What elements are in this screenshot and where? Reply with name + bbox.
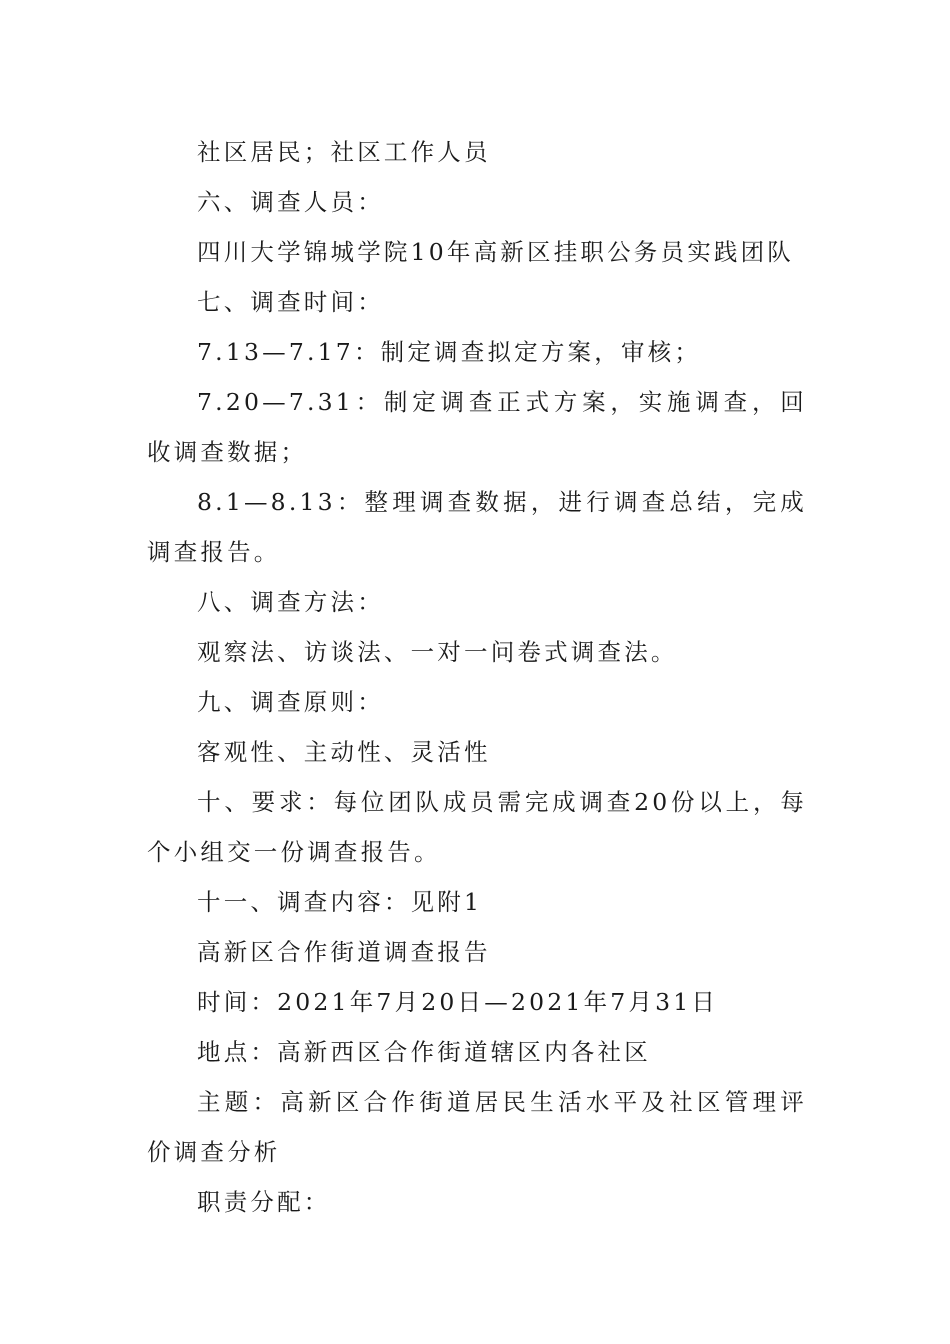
heading-survey-time: 七、调查时间： xyxy=(197,288,384,316)
paragraph-schedule-2: 7.20—7.31：制定调查正式方案，实施调查，回收调查数据； xyxy=(147,388,807,466)
heading-survey-method: 八、调查方法： xyxy=(197,588,384,616)
heading-survey-staff: 六、调查人员： xyxy=(197,188,384,216)
report-theme: 主题：高新区合作街道居民生活水平及社区管理评价调查分析 xyxy=(147,1088,807,1166)
report-title: 高新区合作街道调查报告 xyxy=(197,938,491,966)
heading-survey-principle: 九、调查原则： xyxy=(197,688,384,716)
paragraph-schedule-3: 8.1—8.13：整理调查数据，进行调查总结，完成调查报告。 xyxy=(147,488,807,566)
document-body xyxy=(147,127,807,1227)
paragraph-schedule-1: 7.13—7.17：制定调查拟定方案，审核； xyxy=(197,338,702,366)
paragraph-survey-team: 四川大学锦城学院10年高新区挂职公务员实践团队 xyxy=(197,238,795,266)
paragraph-requirements: 十、要求：每位团队成员需完成调查20份以上，每个小组交一份调查报告。 xyxy=(147,788,807,866)
report-location: 地点：高新西区合作街道辖区内各社区 xyxy=(197,1038,651,1066)
paragraph-survey-method: 观察法、访谈法、一对一问卷式调查法。 xyxy=(197,638,678,666)
paragraph-survey-content: 十一、调查内容：见附1 xyxy=(197,888,483,916)
paragraph-survey-principle: 客观性、主动性、灵活性 xyxy=(197,738,491,766)
paragraph-survey-subjects: 社区居民；社区工作人员 xyxy=(197,138,491,166)
report-duty-assignment: 职责分配： xyxy=(197,1188,331,1216)
report-time: 时间：2021年7月20日—2021年7月31日 xyxy=(197,988,719,1016)
